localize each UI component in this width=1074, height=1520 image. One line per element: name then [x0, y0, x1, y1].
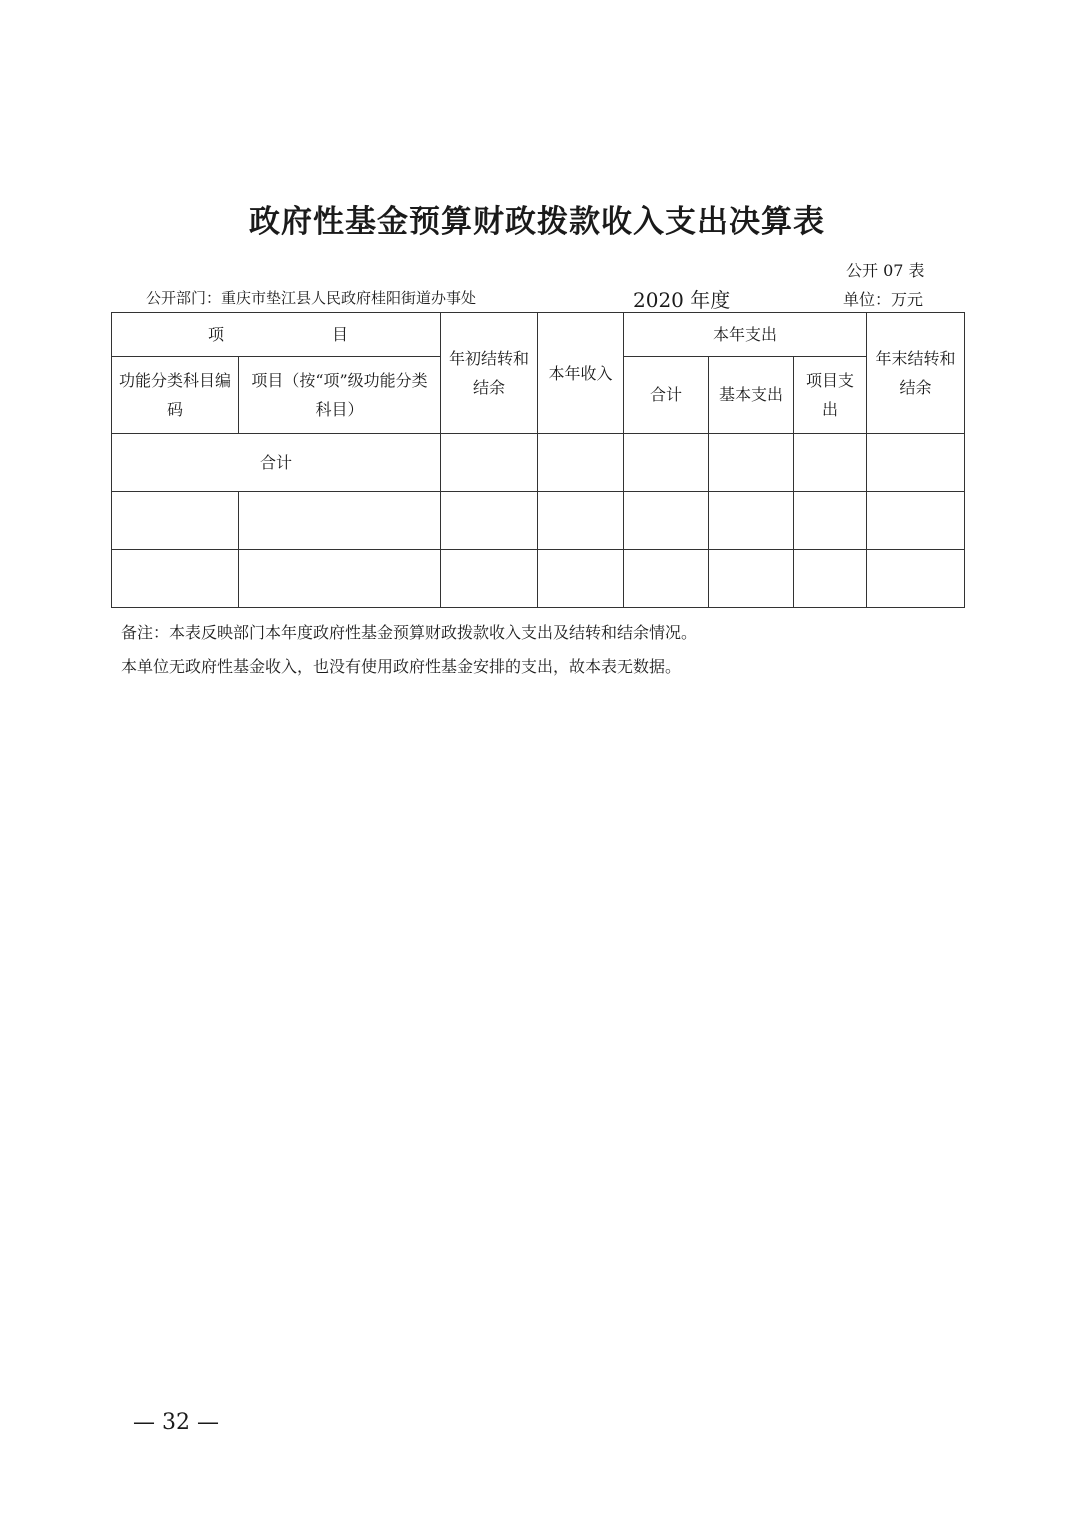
table-cell: [239, 492, 441, 550]
budget-table: [111, 312, 965, 608]
table-row: [112, 549, 965, 607]
table-cell: [867, 434, 965, 492]
fiscal-year: 2020 年度: [633, 288, 731, 312]
table-row: [112, 492, 965, 550]
table-cell: [441, 492, 538, 550]
department-label: 公开部门：重庆市垫江县人民政府桂阳街道办事处: [146, 289, 477, 307]
table-cell: [624, 492, 709, 550]
header-item: [112, 313, 441, 357]
table-note: 备注：本表反映部门本年度政府性基金预算财政拨款收入支出及结转和结余情况。: [121, 623, 698, 642]
table-cell: [709, 549, 794, 607]
header-func-name: 项目（按“项”级功能分类科目）: [239, 356, 441, 433]
header-opening-balance: 年初结转和结余: [441, 313, 538, 434]
table-cell: [624, 434, 709, 492]
form-number: 公开 07 表: [846, 261, 925, 280]
header-exp-project: 项目支出: [794, 356, 867, 433]
document-title: 政府性基金预算财政拨款收入支出决算表: [249, 204, 825, 240]
table-cell: [624, 549, 709, 607]
page-number: — 32 —: [133, 1410, 219, 1435]
table-cell: [112, 492, 239, 550]
header-exp-total: 合计: [624, 356, 709, 433]
header-income: 本年收入: [538, 313, 624, 434]
table-cell: [794, 434, 867, 492]
table-cell: [867, 492, 965, 550]
table-cell: [538, 492, 624, 550]
table-cell: [441, 549, 538, 607]
table-cell: [538, 549, 624, 607]
table-cell: [239, 549, 441, 607]
table-cell: [709, 434, 794, 492]
table-cell: [794, 492, 867, 550]
header-item-right: 目: [331, 324, 348, 344]
header-expenditure: 本年支出: [624, 313, 867, 357]
header-func-code: 功能分类科目编码: [112, 356, 239, 433]
total-row: [112, 434, 965, 492]
total-row-label: 合计: [112, 434, 441, 492]
no-data-note: 本单位无政府性基金收入，也没有使用政府性基金安排的支出，故本表无数据。: [121, 657, 682, 676]
table-cell: [709, 492, 794, 550]
header-exp-basic: 基本支出: [709, 356, 794, 433]
table-cell: [794, 549, 867, 607]
header-item-left: 项: [208, 324, 225, 344]
table-cell: [867, 549, 965, 607]
table-cell: [112, 549, 239, 607]
table-cell: [538, 434, 624, 492]
unit-label: 单位：万元: [843, 290, 924, 309]
table-cell: [441, 434, 538, 492]
header-closing-balance: 年末结转和结余: [867, 313, 965, 434]
